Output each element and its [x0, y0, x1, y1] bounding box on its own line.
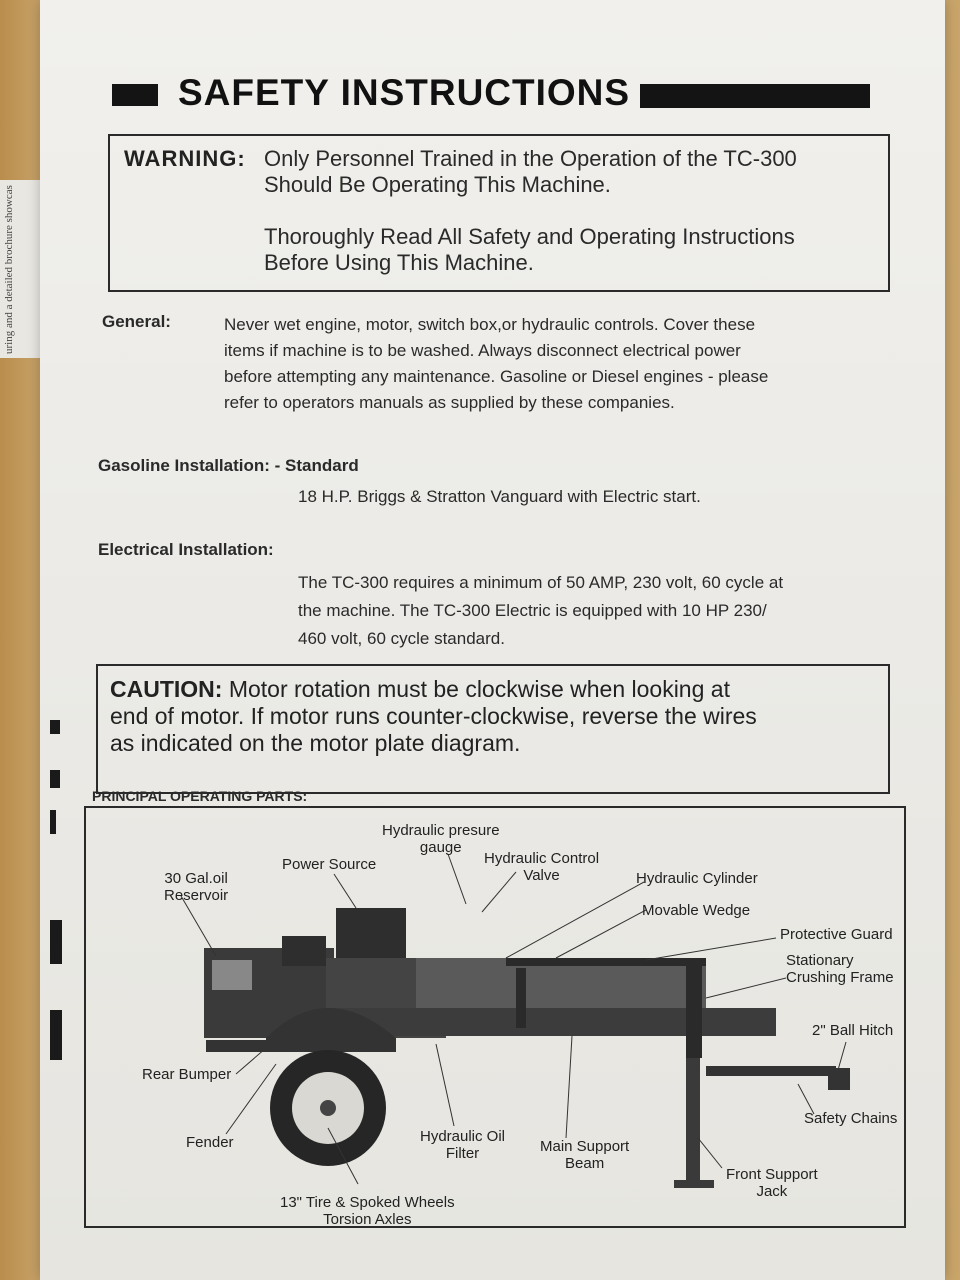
guard-top: [506, 958, 706, 966]
callout-text: Reservoir: [164, 887, 229, 904]
caution-box: [96, 664, 890, 794]
tongue-shape: [706, 1066, 836, 1076]
battery-box: [282, 936, 326, 966]
callout-movable-wedge: [642, 902, 750, 919]
callout-ball-hitch: [812, 1022, 893, 1039]
general-line: refer to operators manuals as supplied by these companies.: [224, 393, 675, 412]
general-label: General:: [102, 312, 171, 331]
callout-hydraulic-cylinder: [636, 870, 758, 887]
parts-diagram: [84, 806, 906, 1228]
general-line: items if machine is to be washed. Always disconnect electrical power: [224, 341, 741, 360]
callout-text: Fender: [186, 1134, 234, 1151]
background-brochure: uring and a detailed brochure showcas: [0, 180, 64, 358]
callout-tire: [280, 1194, 455, 1228]
callout-text: Valve: [523, 867, 560, 884]
warning-label: WARNING:: [124, 146, 246, 171]
rear-bumper-shape: [206, 1040, 266, 1052]
wheel-hub: [320, 1100, 336, 1116]
callout-text: 30 Gal.oil: [164, 870, 228, 887]
callout-text: Power Source: [282, 856, 377, 873]
callout-text: Jack: [756, 1183, 788, 1200]
caution-line: as indicated on the motor plate diagram.: [110, 730, 521, 756]
caution-line: Motor rotation must be clockwise when looking at: [228, 676, 730, 702]
callout-text: 13" Tire & Spoked Wheels: [280, 1194, 455, 1211]
warning-line: Before Using This Machine.: [264, 250, 534, 275]
callout-oil-filter: [420, 1128, 505, 1162]
callout-text: Beam: [565, 1155, 605, 1172]
callout-text: Main Support: [540, 1138, 630, 1155]
heading-bar-right: [640, 84, 870, 108]
callout-main-beam: [540, 1138, 629, 1172]
wedge-shape: [516, 968, 526, 1028]
callout-text: Hydraulic presure: [382, 822, 500, 839]
manual-page: [40, 0, 945, 1280]
gasoline-label: Gasoline Installation: - Standard: [98, 456, 359, 475]
callout-text: Stationary: [786, 952, 854, 969]
ball-hitch-shape: [828, 1068, 850, 1090]
electrical-label: Electrical Installation:: [98, 540, 274, 559]
callout-text: Hydraulic Control: [484, 850, 600, 867]
front-jack-shape: [686, 1058, 700, 1188]
callout-text: Front Support: [726, 1166, 818, 1183]
general-line: before attempting any maintenance. Gasoline or Diesel engines - please: [224, 367, 769, 386]
page-edge-marks: [50, 720, 64, 1060]
callout-text: Rear Bumper: [142, 1066, 232, 1083]
callout-text: 2" Ball Hitch: [812, 1022, 894, 1039]
gasoline-text: 18 H.P. Briggs & Stratton Vanguard with Electric start.: [298, 487, 701, 506]
section-heading: [112, 72, 872, 116]
warning-line: Thoroughly Read All Safety and Operating Instructions: [264, 224, 795, 249]
caution-line: end of motor. If motor runs counter-clockwise, reverse the wires: [110, 703, 757, 729]
callout-front-jack: [726, 1166, 818, 1200]
general-line: Never wet engine, motor, switch box,or hydraulic controls. Cover these: [224, 315, 756, 334]
electrical-line: 460 volt, 60 cycle standard.: [298, 629, 505, 648]
callout-crushing-frame: [786, 952, 894, 986]
callout-text: Protective Guard: [780, 926, 893, 943]
main-beam-shape: [326, 1008, 776, 1036]
reservoir-decal: [212, 960, 252, 990]
parts-title: PRINCIPAL OPERATING PARTS:: [92, 788, 308, 804]
callout-text: Safety Chains: [804, 1110, 898, 1127]
caution-label: CAUTION:: [110, 676, 223, 702]
heading-bar-left: [112, 84, 158, 106]
callout-pressure-gauge: [382, 822, 500, 856]
guard-post: [686, 958, 702, 1058]
caution-text: [110, 676, 870, 757]
callout-text: Hydraulic Oil: [420, 1128, 506, 1145]
electrical-line: The TC-300 requires a minimum of 50 AMP, 230 volt, 60 cycle at: [298, 573, 784, 592]
callout-text: Filter: [445, 1145, 480, 1162]
callout-protective-guard: [780, 926, 893, 943]
electrical-line: the machine. The TC-300 Electric is equipped with 10 HP 230/: [298, 601, 767, 620]
callout-text: Movable Wedge: [642, 902, 751, 919]
callout-fender: [186, 1134, 234, 1151]
warning-line: Only Personnel Trained in the Operation of the TC-300: [264, 146, 797, 171]
callout-safety-chains: [804, 1110, 897, 1127]
page-title: SAFETY INSTRUCTIONS: [178, 72, 631, 113]
callout-power-source: [282, 856, 376, 873]
callout-control-valve: [484, 850, 599, 884]
callout-oil-reservoir: [164, 870, 228, 904]
callout-text: gauge: [419, 839, 462, 856]
callout-rear-bumper: [142, 1066, 231, 1083]
callout-text: Hydraulic Cylinder: [636, 870, 758, 887]
callout-text: Torsion Axles: [323, 1211, 412, 1228]
warning-box: [108, 134, 890, 292]
warning-line: Should Be Operating This Machine.: [264, 172, 611, 197]
jack-foot: [674, 1180, 714, 1188]
callout-text: Crushing Frame: [786, 969, 894, 986]
